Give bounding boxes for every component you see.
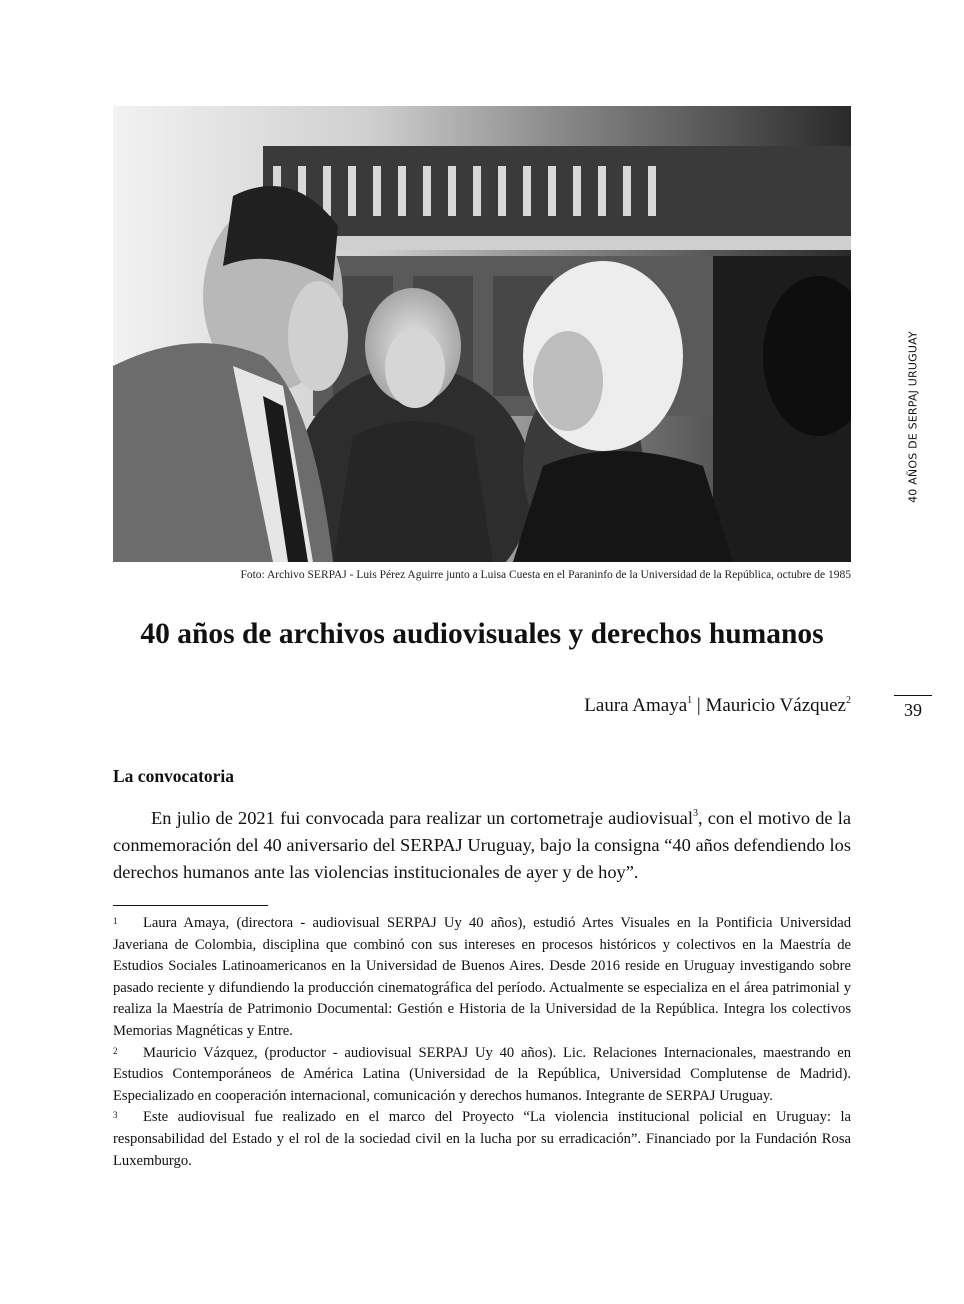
footnote-mark: 1 [113, 916, 118, 926]
body-text-part-2: , con el motivo de la conmemoración del 40 aniversario del SERPAJ Uruguay, bajo la consigna “40 años defendiendo los derechos humanos ante las violencias institucionales de ayer y de hoy”. [113, 808, 852, 882]
footnote-mark: 2 [113, 1045, 118, 1056]
running-header-text: 40 AÑOS DE SERPAJ URUGUAY [906, 331, 920, 503]
footnote-text: Mauricio Vázquez, (productor - audiovisual SERPAJ Uy 40 años). Lic. Relaciones Internacionales, maestrando en Estudios Contemporáneos de América Latina (Universidad de la República, Universidad Complutense de Madrid). Especializado en cooperación internacional, comunicación y derechos humanos. Integrante de SERPAJ Uruguay. [113, 1044, 851, 1104]
section-heading: La convocatoria [113, 766, 235, 786]
archive-photo [113, 106, 851, 562]
body-text-part-1: En julio de 2021 fui convocada para realizar un cortometraje audiovisual [151, 808, 693, 828]
footnote-mark: 3 [113, 1110, 118, 1121]
footnote-2 [113, 1043, 851, 1108]
page-number: 39 [904, 700, 922, 720]
article-title: 40 años de archivos audiovisuales y derechos humanos [140, 618, 824, 650]
author-line [420, 688, 851, 719]
page-number-rule [894, 695, 932, 696]
author-2-footnote-ref[interactable]: 2 [846, 695, 851, 706]
footnote-text: Este audiovisual fue realizado en el marco del Proyecto “La violencia institucional policial en Uruguay: la responsabilidad del Estado y el rol de la sociedad civil en la lucha por su erradicación”. Financiado por la Fundación Rosa Luxemburgo. [113, 1109, 851, 1169]
author-1: Laura Amaya [584, 695, 688, 716]
photo-icon [113, 106, 851, 562]
author-2: Mauricio Vázquez [705, 695, 846, 716]
footnote-separator [113, 905, 268, 906]
author-separator: | [692, 695, 706, 716]
footnote-1 [113, 913, 851, 1043]
footnote-text: Laura Amaya, (directora - audiovisual SERPAJ Uy 40 años), estudió Artes Visuales en la Pontificia Universidad Javeriana de Colombia, disciplina que combinó con sus intereses en procesos históricos y colectivos en la Maestría de Estudios Sociales Latinoamericanos en la Universidad de Buenos Aires. Desde 2016 reside en Uruguay investigando sobre pasado reciente y difundiendo la producción cinematográfica del período. Actualmente se especializa en el área patrimonial y realiza la Maestría de Patrimonio Documental: Gestión e Historia de la Universidad de la República. Integra los colectivos Memorias Magnéticas y Entre. [113, 915, 851, 1039]
running-header [898, 322, 928, 512]
body-paragraph [113, 800, 851, 886]
photo-caption: Foto: Archivo SERPAJ - Luis Pérez Aguirre junto a Luisa Cuesta en el Paraninfo de la Universidad de la República, octubre de 1985 [240, 569, 851, 581]
author-1-footnote-ref[interactable]: 1 [687, 695, 693, 706]
footnotes [113, 913, 851, 1172]
body-footnote-ref[interactable]: 3 [692, 808, 698, 819]
footnote-3 [113, 1107, 851, 1172]
